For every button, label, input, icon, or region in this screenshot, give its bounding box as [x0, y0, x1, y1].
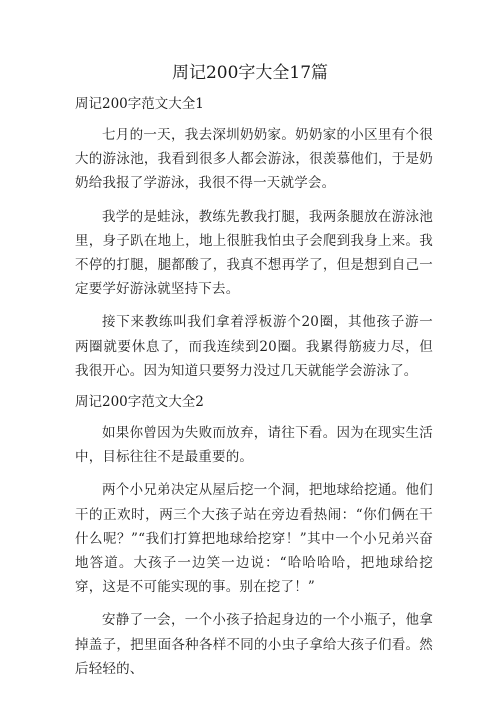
paragraph: 我学的是蛙泳，教练先教我打腿，我两条腿放在游泳池里，身子趴在地上，地上很脏我怕虫子会爬到我身上来。我不停的打腿，腿都酸了，我真不想再学了，但是想到自己一定要学好游泳就坚持下去。	[75, 208, 433, 298]
paragraph: 如果你曾因为失败而放弃，请往下看。因为在现实生活中，目标往往不是最重要的。	[75, 425, 433, 466]
document-title: 周记200字大全17篇	[171, 63, 329, 83]
paragraph: 接下来教练叫我们拿着浮板游个20圈，其他孩子游一两圈就要休息了，而我连续到20圈。我累得筋疲力尽，但我很开心。因为知道只要努力没过几天就能学会游泳了。	[75, 314, 433, 379]
paragraph: 安静了一会，一个小孩子拾起身边的一个小瓶子，他拿掉盖子，把里面各种各样不同的小虫子拿给大孩子们看。然后轻轻的、	[75, 612, 433, 677]
paragraph: 七月的一天，我去深圳奶奶家。奶奶家的小区里有个很大的游泳池，我看到很多人都会游泳，很羡慕他们，于是奶奶给我报了学游泳，我很不得一天就学会。	[75, 127, 433, 192]
document-body	[75, 94, 433, 690]
paragraph: 两个小兄弟决定从屋后挖一个洞，把地球给挖通。他们干的正欢时，两三个大孩子站在旁边看热闹：“你们俩在干什么呢？”“我们打算把地球给挖穿！”其中一个小兄弟兴奋地答道。大孩子一边笑一边说：“哈哈哈哈，把地球给挖穿，这是不可能实现的事。别在挖了！”	[75, 482, 433, 596]
section-heading: 周记200字范文大全2	[75, 394, 204, 411]
section-heading: 周记200字范文大全1	[75, 96, 204, 112]
